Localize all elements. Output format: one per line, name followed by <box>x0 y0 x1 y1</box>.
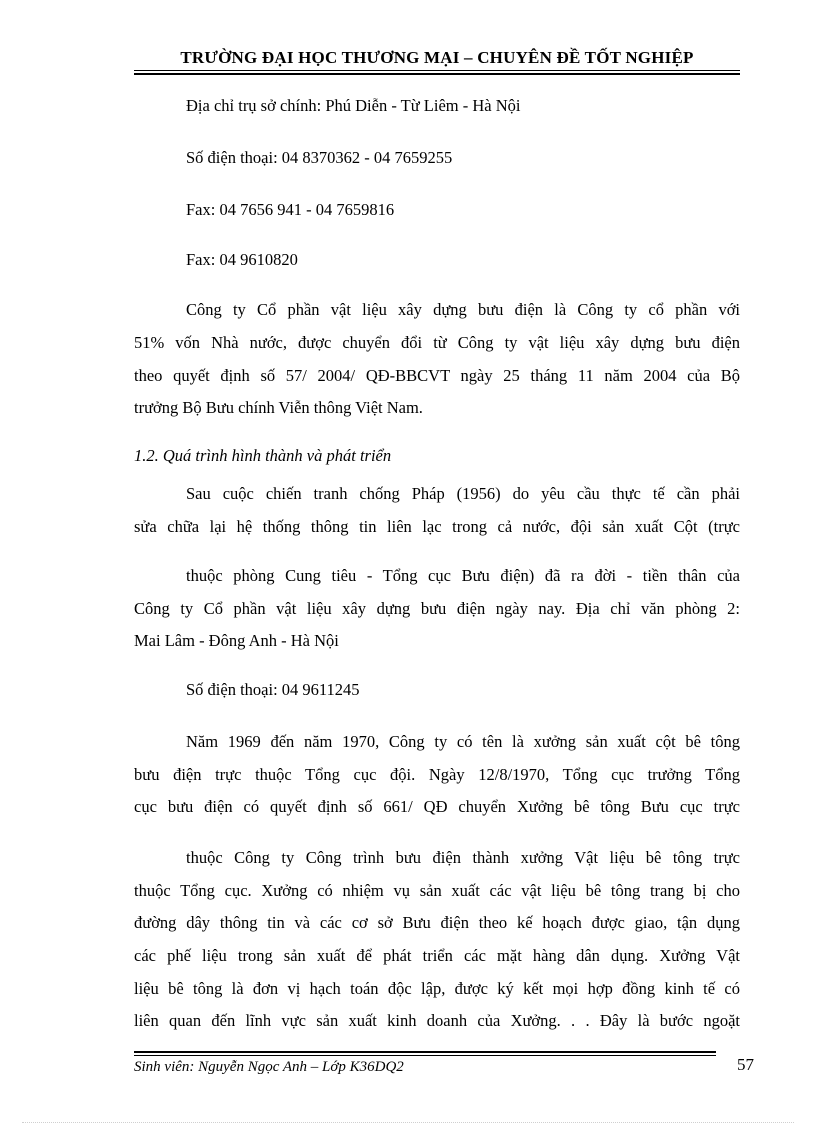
phone-line: Số điện thoại: 04 8370362 - 04 7659255 <box>186 148 453 167</box>
address-line: Địa chỉ trụ sở chính: Phú Diễn - Từ Liêm - Hà Nội <box>186 96 521 115</box>
header-rule-thick <box>134 73 740 75</box>
paragraph-line: các phế liệu trong sản xuất để phát triển các mặt hàng dân dụng. Xưởng Vật <box>134 946 740 965</box>
paragraph-line: thuộc Tổng cục. Xưởng có nhiệm vụ sản xuất các vật liệu bê tông trang bị cho <box>134 881 740 900</box>
header-title: TRƯỜNG ĐẠI HỌC THƯƠNG MẠI – CHUYÊN ĐỀ TỐT NGHIỆP <box>180 48 694 67</box>
paragraph-line: 51% vốn Nhà nước, được chuyển đổi từ Công ty vật liệu xây dựng bưu điện <box>134 333 740 352</box>
paragraph-line: cục bưu điện có quyết định số 661/ QĐ chuyển Xưởng bê tông Bưu cục trực <box>134 797 740 816</box>
page-number: 57 <box>737 1055 754 1074</box>
paragraph-line: Công ty Cổ phần vật liệu xây dựng bưu điện ngày nay. Địa chỉ văn phòng 2: <box>134 599 740 618</box>
fax-line-1: Fax: 04 7656 941 - 04 7659816 <box>186 200 395 219</box>
paragraph-line: Công ty Cổ phần vật liệu xây dựng bưu điện là Công ty cổ phần với <box>186 300 740 319</box>
paragraph-line: thuộc phòng Cung tiêu - Tổng cục Bưu điện) đã ra đời - tiền thân của <box>186 566 740 585</box>
section-heading: 1.2. Quá trình hình thành và phát triển <box>134 446 392 465</box>
paragraph-line: liên quan đến lĩnh vực sản xuất kinh doanh của Xưởng. . . Đây là bước ngoặt <box>134 1011 740 1030</box>
paragraph-line: bưu điện trực thuộc Tổng cục đội. Ngày 12/8/1970, Tổng cục trưởng Tổng <box>134 765 740 784</box>
paragraph-line: đường dây thông tin và các cơ sở Bưu điện theo kế hoạch được giao, tận dụng <box>134 913 740 932</box>
paragraph-line: Năm 1969 đến năm 1970, Công ty có tên là xưởng sản xuất cột bê tông <box>186 732 740 751</box>
phone-line-2: Số điện thoại: 04 9611245 <box>186 680 360 699</box>
paragraph-line: trưởng Bộ Bưu chính Viễn thông Việt Nam. <box>134 398 423 417</box>
footer-rule-thin <box>134 1055 716 1056</box>
footer-student: Sinh viên: Nguyễn Ngọc Anh – Lớp K36DQ2 <box>134 1059 404 1075</box>
footer-rule-thick <box>134 1051 716 1053</box>
paragraph-line: sửa chữa lại hệ thống thông tin liên lạc trong cả nước, đội sản xuất Cột (trực <box>134 517 740 536</box>
paragraph-line: liệu bê tông là đơn vị hạch toán độc lập, được ký kết mọi hợp đồng kinh tế có <box>134 979 740 998</box>
paragraph-line: Sau cuộc chiến tranh chống Pháp (1956) do yêu cầu thực tế cần phải <box>186 484 740 503</box>
paragraph-line: thuộc Công ty Công trình bưu điện thành xưởng Vật liệu bê tông trực <box>186 848 740 867</box>
header-rule-thin <box>134 70 740 71</box>
fax-line-2: Fax: 04 9610820 <box>186 250 298 269</box>
paragraph-line: theo quyết định số 57/ 2004/ QĐ-BBCVT ngày 25 tháng 11 năm 2004 của Bộ <box>134 366 740 385</box>
paragraph-line: Mai Lâm - Đông Anh - Hà Nội <box>134 631 339 650</box>
